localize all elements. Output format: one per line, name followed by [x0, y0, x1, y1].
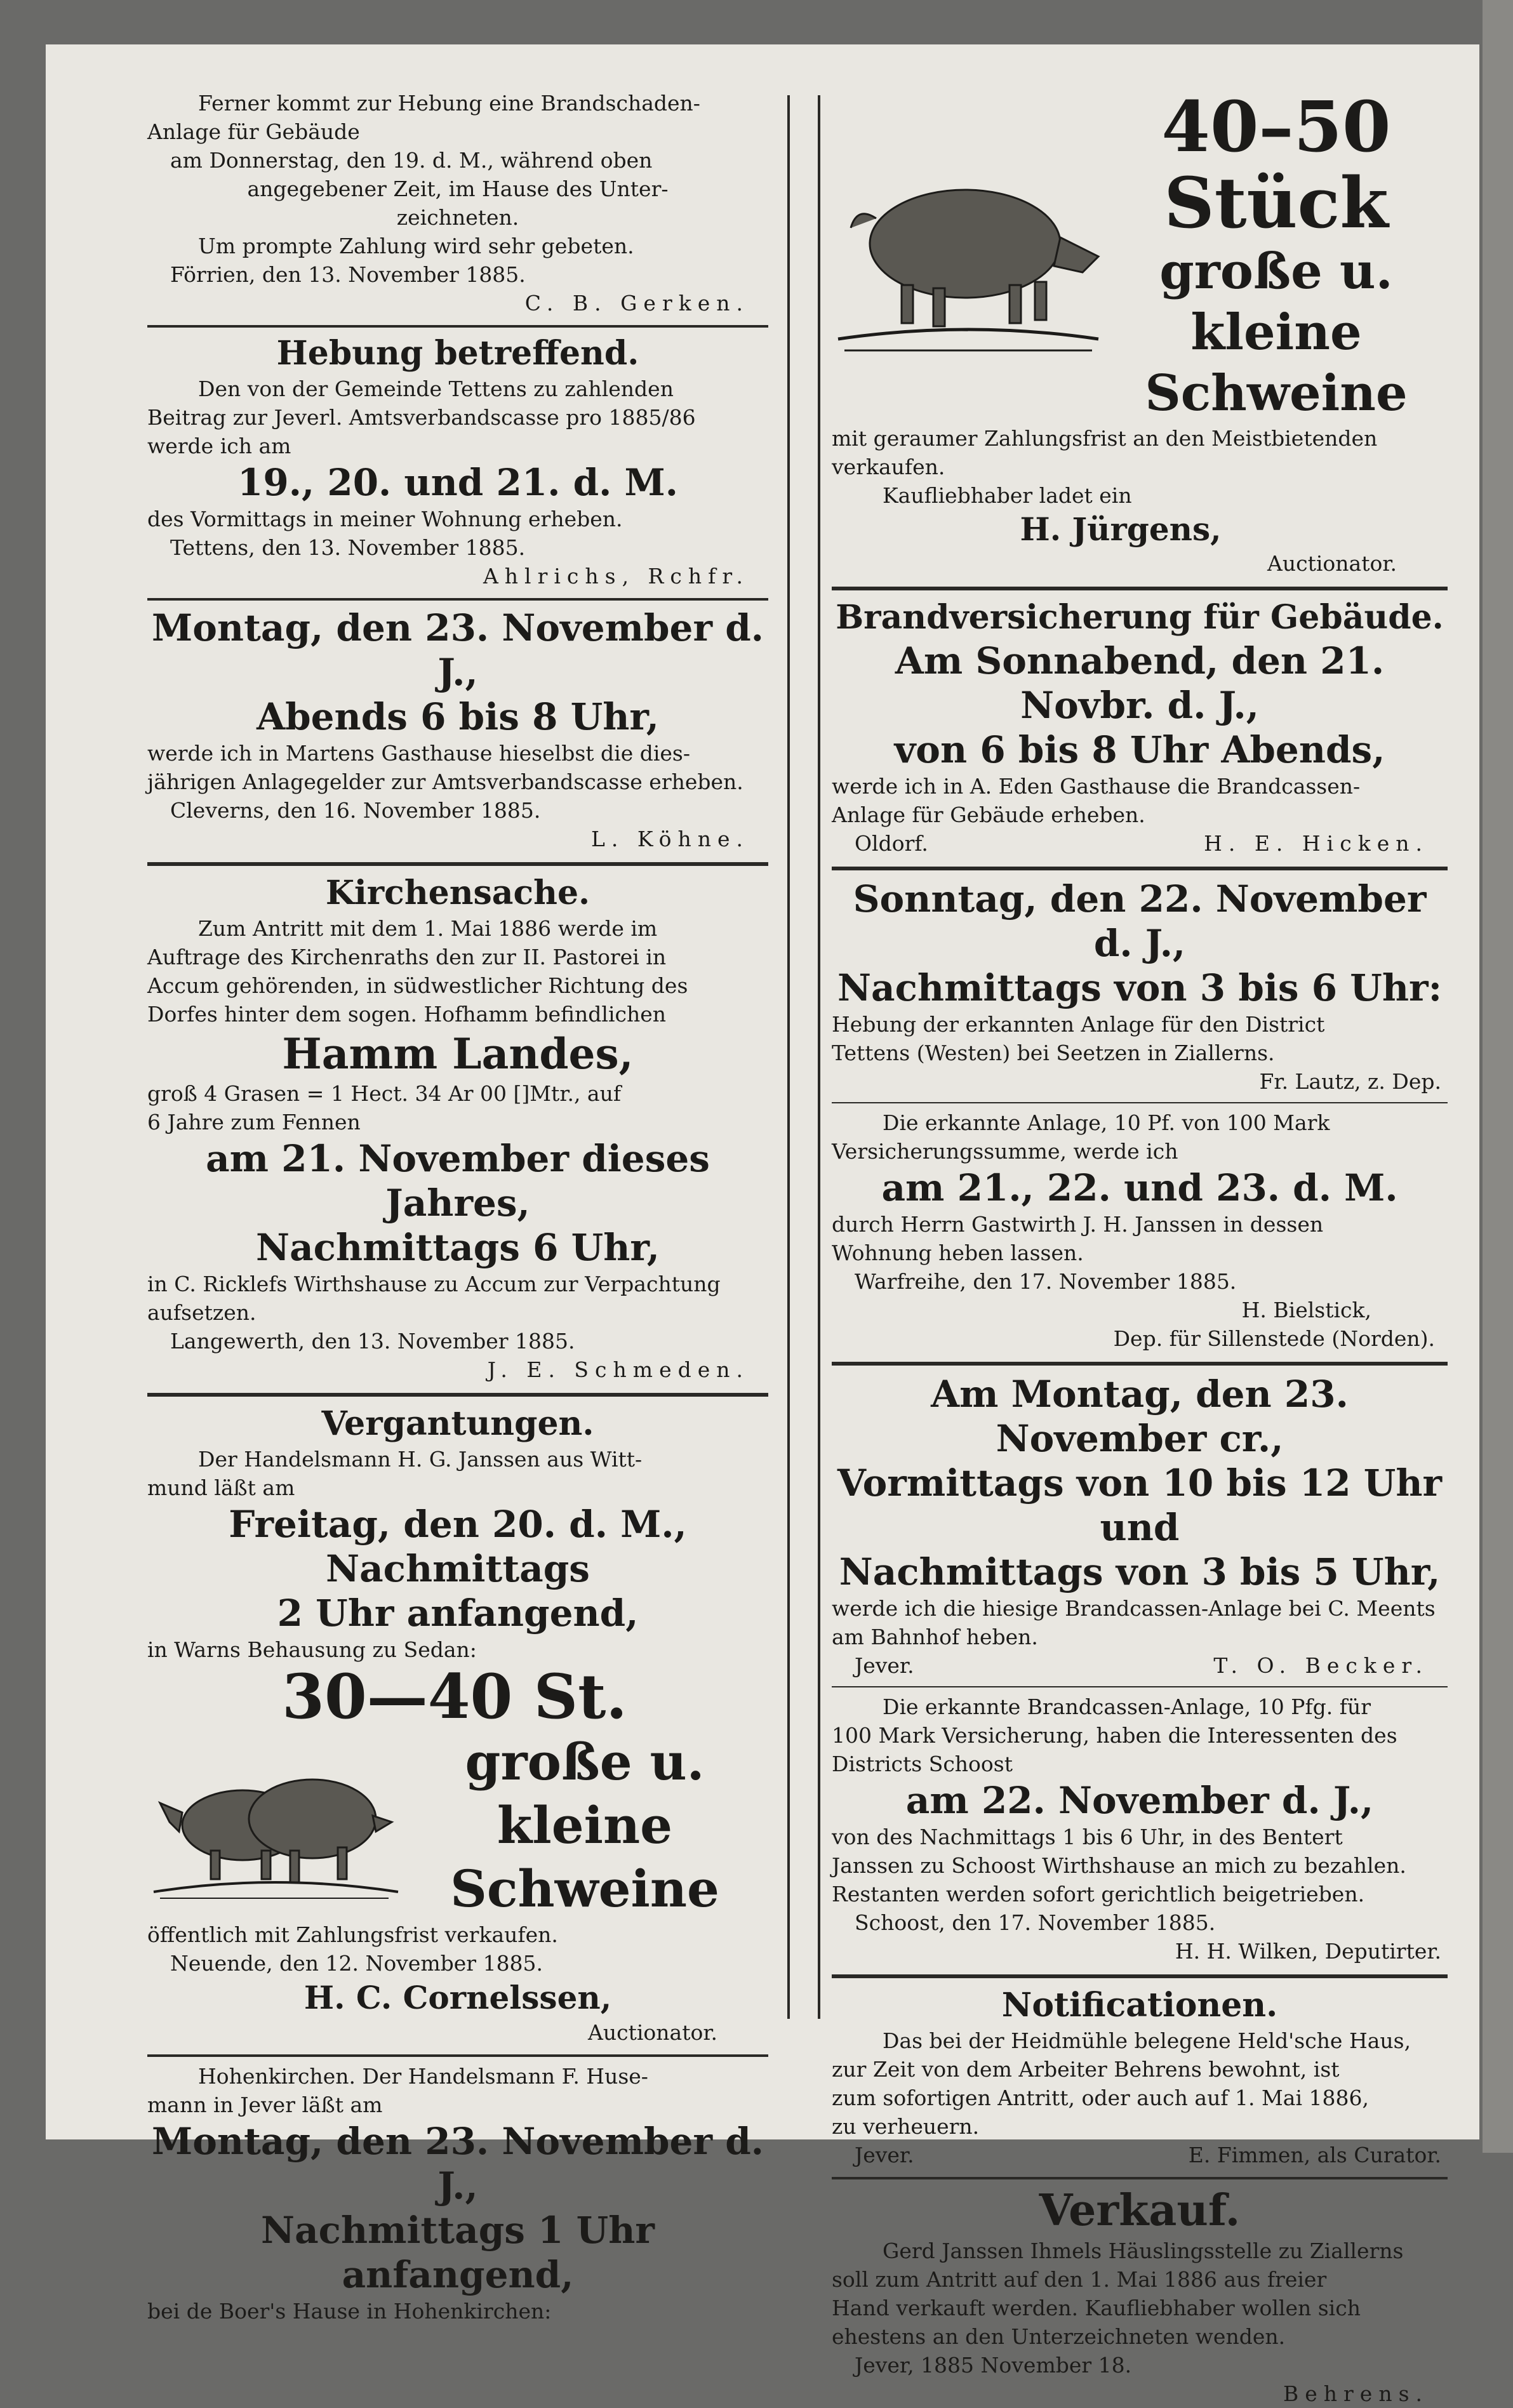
notice-line: Gerd Janssen Ihmels Häuslingsstelle zu Ziallerns	[883, 2238, 1404, 2263]
notice-warfreihe	[832, 1108, 1448, 1353]
notice-line: am Donnerstag, den 19. d. M., während oben	[170, 148, 653, 173]
notice-date: Langewerth, den 13. November 1885.	[170, 1329, 575, 1354]
notice-signature-role: Auctionator.	[588, 2020, 717, 2045]
notice-separator	[832, 867, 1448, 870]
notice-signature: C. B. Gerken.	[524, 291, 749, 316]
notice-headline: 2 Uhr anfangend,	[277, 1592, 639, 1635]
notice-date: Schoost, den 17. November 1885.	[855, 1910, 1216, 1935]
notice-headline: Sonntag, den 22. November d. J.,	[853, 877, 1427, 965]
notice-hebung	[147, 333, 768, 590]
notice-headline: Schweine	[1145, 364, 1408, 422]
notice-title: Hebung betreffend.	[276, 334, 639, 373]
pig-illustration-row	[147, 1730, 768, 1920]
notice-line: Dorfes hinter dem sogen. Hofhamm befindlichen	[147, 1002, 667, 1027]
left-column	[147, 89, 768, 2325]
notice-headline: Abends 6 bis 8 Uhr,	[257, 695, 659, 738]
notice-line: jährigen Anlagegelder zur Amtsverbandscasse erheben.	[147, 769, 743, 794]
notice-separator	[147, 325, 768, 328]
notice-date: Förrien, den 13. November 1885.	[170, 262, 526, 287]
notice-line: Tettens (Westen) bei Seetzen in Ziallerns.	[832, 1041, 1275, 1065]
notice-headline: am 21. November dieses Jahres,	[206, 1137, 710, 1225]
notice-line: Hebung der erkannten Anlage für den District	[832, 1012, 1325, 1037]
notice-line: Das bei der Heidmühle belegene Held'sche Haus,	[883, 2028, 1411, 2053]
notice-line: mit geraumer Zahlungsfrist an den Meistbietenden	[832, 426, 1378, 451]
notice-verkauf	[832, 2185, 1448, 2408]
notice-headline: Nachmittags 6 Uhr,	[256, 1226, 660, 1269]
notice-line: Janssen zu Schoost Wirthshause an mich zu bezahlen.	[832, 1853, 1406, 1878]
notice-line: in Warns Behausung zu Sedan:	[147, 1637, 477, 1662]
notice-separator	[832, 1686, 1448, 1687]
pig-illustration-row	[832, 86, 1448, 424]
notice-schoost	[832, 1693, 1448, 1966]
notice-date: Jever, 1885 November 18.	[855, 2353, 1132, 2378]
notice-separator	[147, 862, 768, 866]
notice-signature: H. E. Hicken.	[1204, 831, 1429, 856]
notice-signature: Ahlrichs, Rchfr.	[483, 564, 749, 589]
notice-date: Cleverns, den 16. November 1885.	[170, 798, 541, 823]
notice-quantity: 40–50 Stück	[1161, 86, 1391, 244]
notice-signature: H. Jürgens,	[1020, 510, 1222, 548]
notice-line: Versicherungssumme, werde ich	[832, 1139, 1178, 1164]
notice-line: 6 Jahre zum Fennen	[147, 1110, 361, 1134]
notice-notificationen	[832, 1985, 1448, 2169]
notice-line: in C. Ricklefs Wirthshause zu Accum zur Verpachtung	[147, 1272, 721, 1296]
column-divider-left	[787, 95, 790, 2019]
column-divider-right	[818, 95, 820, 2019]
notice-headline: Nachmittags von 3 bis 5 Uhr,	[839, 1550, 1441, 1593]
notice-separator	[147, 598, 768, 601]
notice-line: 100 Mark Versicherung, haben die Interessenten des	[832, 1723, 1397, 1748]
notice-line: bei de Boer's Hause in Hohenkirchen:	[147, 2299, 552, 2324]
notice-line: zum sofortigen Antritt, oder auch auf 1. Mai 1886,	[832, 2085, 1369, 2110]
notice-dates: am 21., 22. und 23. d. M.	[881, 1166, 1398, 1209]
notice-headline: von 6 bis 8 Uhr Abends,	[894, 728, 1385, 771]
notice-place: Jever.	[855, 1653, 914, 1678]
notice-brandschaden	[147, 89, 768, 317]
notice-place: Jever.	[855, 2143, 914, 2167]
notice-line: zur Zeit von dem Arbeiter Behrens bewohnt, ist	[832, 2057, 1340, 2082]
notice-dates: am 22. November d. J.,	[905, 1779, 1374, 1822]
notice-schweine-juergens	[832, 86, 1448, 578]
notice-signature: T. O. Becker.	[1213, 1653, 1429, 1678]
notice-line: Auftrage des Kirchenraths den zur II. Pastorei in	[147, 945, 667, 969]
notice-line: Zum Antritt mit dem 1. Mai 1886 werde im	[198, 916, 658, 941]
notice-line: von des Nachmittags 1 bis 6 Uhr, in des Bentert	[832, 1825, 1343, 1849]
notice-montag-clevern	[147, 606, 768, 853]
notice-title: Vergantungen.	[321, 1404, 594, 1443]
notice-signature: Fr. Lautz, z. Dep.	[1259, 1069, 1441, 1094]
notice-dates: 19., 20. und 21. d. M.	[237, 461, 678, 504]
notice-line: aufsetzen.	[147, 1300, 257, 1325]
notice-line: zu verheuern.	[832, 2114, 980, 2139]
notice-line: Districts Schoost	[832, 1752, 1013, 1776]
right-column	[832, 86, 1448, 2408]
notice-signature-role: Dep. für Sillenstede (Norden).	[1113, 1326, 1435, 1351]
notice-line: ehestens an den Unterzeichneten wenden.	[832, 2324, 1286, 2349]
notice-headline: Hamm Landes,	[282, 1029, 634, 1079]
notice-place: Oldorf.	[855, 831, 928, 856]
notice-line: werde ich in A. Eden Gasthause die Brandcassen-	[832, 774, 1361, 799]
notice-line: Wohnung heben lassen.	[832, 1241, 1084, 1265]
notice-line: Beitrag zur Jeverl. Amtsverbandscasse pro 1885/86	[147, 405, 696, 430]
notice-headline: Montag, den 23. November d. J.,	[152, 2120, 764, 2207]
notice-headline: Nachmittags von 3 bis 6 Uhr:	[837, 966, 1443, 1009]
notice-line: Hand verkauft werden. Kaufliebhaber wollen sich	[832, 2296, 1361, 2320]
notice-headline: große u. kleine	[1159, 243, 1393, 361]
notice-brandversicherung-oldorf	[832, 597, 1448, 858]
notice-signature: J. E. Schmeden.	[487, 1357, 749, 1382]
notice-signature-role: Auctionator.	[1267, 551, 1397, 576]
next-page-edge	[1483, 0, 1513, 2153]
notice-headline: Am Sonnabend, den 21. Novbr. d. J.,	[895, 639, 1385, 727]
notice-line: verkaufen.	[832, 455, 945, 479]
notice-sonntag-tettens	[832, 877, 1448, 1096]
notice-line: Den von der Gemeinde Tettens zu zahlenden	[198, 376, 674, 401]
notice-montag-jever	[832, 1372, 1448, 1680]
notice-line: zeichneten.	[396, 205, 519, 230]
notice-signature: E. Fimmen, als Curator.	[1188, 2143, 1441, 2167]
notice-signature: Behrens.	[1283, 2381, 1429, 2406]
notice-line: Um prompte Zahlung wird sehr gebeten.	[198, 234, 634, 258]
notice-headline: Am Montag, den 23. November cr.,	[931, 1373, 1349, 1460]
notice-line: Der Handelsmann H. G. Janssen aus Witt-	[198, 1447, 643, 1472]
notice-vergantungen	[147, 1403, 768, 2047]
notice-line: Ferner kommt zur Hebung eine Brandschaden-	[198, 91, 700, 116]
notice-line: werde ich am	[147, 434, 291, 458]
notice-date: Warfreihe, den 17. November 1885.	[855, 1269, 1237, 1294]
notice-headline: Freitag, den 20. d. M., Nachmittags	[229, 1503, 687, 1590]
notice-line: Anlage für Gebäude	[147, 119, 360, 144]
notice-line: am Bahnhof heben.	[832, 1625, 1038, 1649]
notice-separator	[832, 2177, 1448, 2179]
notice-headline: Montag, den 23. November d. J.,	[152, 606, 764, 694]
notice-headline: Vormittags von 10 bis 12 Uhr und	[837, 1461, 1443, 1549]
notice-signature: H. C. Cornelssen,	[303, 1979, 612, 2016]
notice-separator	[832, 1102, 1448, 1103]
notice-line: Restanten werden sofort gerichtlich beigetrieben.	[832, 1882, 1365, 1906]
notice-line: angegebener Zeit, im Hause des Unter-	[247, 176, 669, 201]
notice-line: Anlage für Gebäude erheben.	[832, 802, 1145, 827]
notice-separator	[147, 2054, 768, 2057]
notice-separator	[147, 1393, 768, 1397]
notice-line: werde ich die hiesige Brandcassen-Anlage bei C. Meents	[832, 1596, 1436, 1621]
notice-line: mann in Jever läßt am	[147, 2092, 383, 2117]
notice-separator	[832, 587, 1448, 590]
boar-illustration	[832, 149, 1105, 364]
notice-line: Die erkannte Anlage, 10 Pf. von 100 Mark	[883, 1110, 1330, 1135]
notice-title: Notificationen.	[1001, 1986, 1278, 2025]
notice-title: Verkauf.	[1039, 2185, 1241, 2236]
notice-quantity: 30—40 St.	[282, 1661, 627, 1733]
notice-signature: H. H. Wilken, Deputirter.	[1175, 1939, 1441, 1964]
notice-line: mund läßt am	[147, 1475, 295, 1500]
notice-line: durch Herrn Gastwirth J. H. Janssen in dessen	[832, 1212, 1324, 1237]
pigs-illustration	[147, 1743, 401, 1908]
notice-date: Neuende, den 12. November 1885.	[170, 1951, 543, 1976]
notice-headline: große u. kleine	[465, 1732, 705, 1855]
notice-separator	[832, 1362, 1448, 1366]
notice-line: soll zum Antritt auf den 1. Mai 1886 aus freier	[832, 2267, 1327, 2292]
notice-title: Kirchensache.	[325, 874, 590, 912]
notice-signature: H. Bielstick,	[1241, 1298, 1371, 1322]
notice-date: Tettens, den 13. November 1885.	[170, 535, 526, 560]
notice-line: groß 4 Grasen = 1 Hect. 34 Ar 00 []Mtr., auf	[147, 1081, 622, 1106]
notice-kirchensache	[147, 872, 768, 1384]
notice-line: des Vormittags in meiner Wohnung erheben.	[147, 507, 623, 531]
notice-line: Kaufliebhaber ladet ein	[883, 483, 1132, 508]
notice-signature: L. Köhne.	[590, 827, 749, 851]
notice-line: Die erkannte Brandcassen-Anlage, 10 Pfg. für	[883, 1694, 1371, 1719]
notice-headline: Schweine	[450, 1859, 719, 1919]
notice-line: Hohenkirchen. Der Handelsmann F. Huse-	[198, 2064, 648, 2089]
notice-headline: Nachmittags 1 Uhr anfangend,	[261, 2209, 655, 2296]
notice-line: werde ich in Martens Gasthause hieselbst die dies-	[147, 741, 691, 766]
notice-line: öffentlich mit Zahlungsfrist verkaufen.	[147, 1922, 558, 1947]
notice-title: Brandversicherung für Gebäude.	[836, 598, 1444, 637]
notice-line: Accum gehörenden, in südwestlicher Richtung des	[147, 973, 688, 998]
notice-hohenkirchen	[147, 2062, 768, 2325]
notice-separator	[832, 1974, 1448, 1978]
